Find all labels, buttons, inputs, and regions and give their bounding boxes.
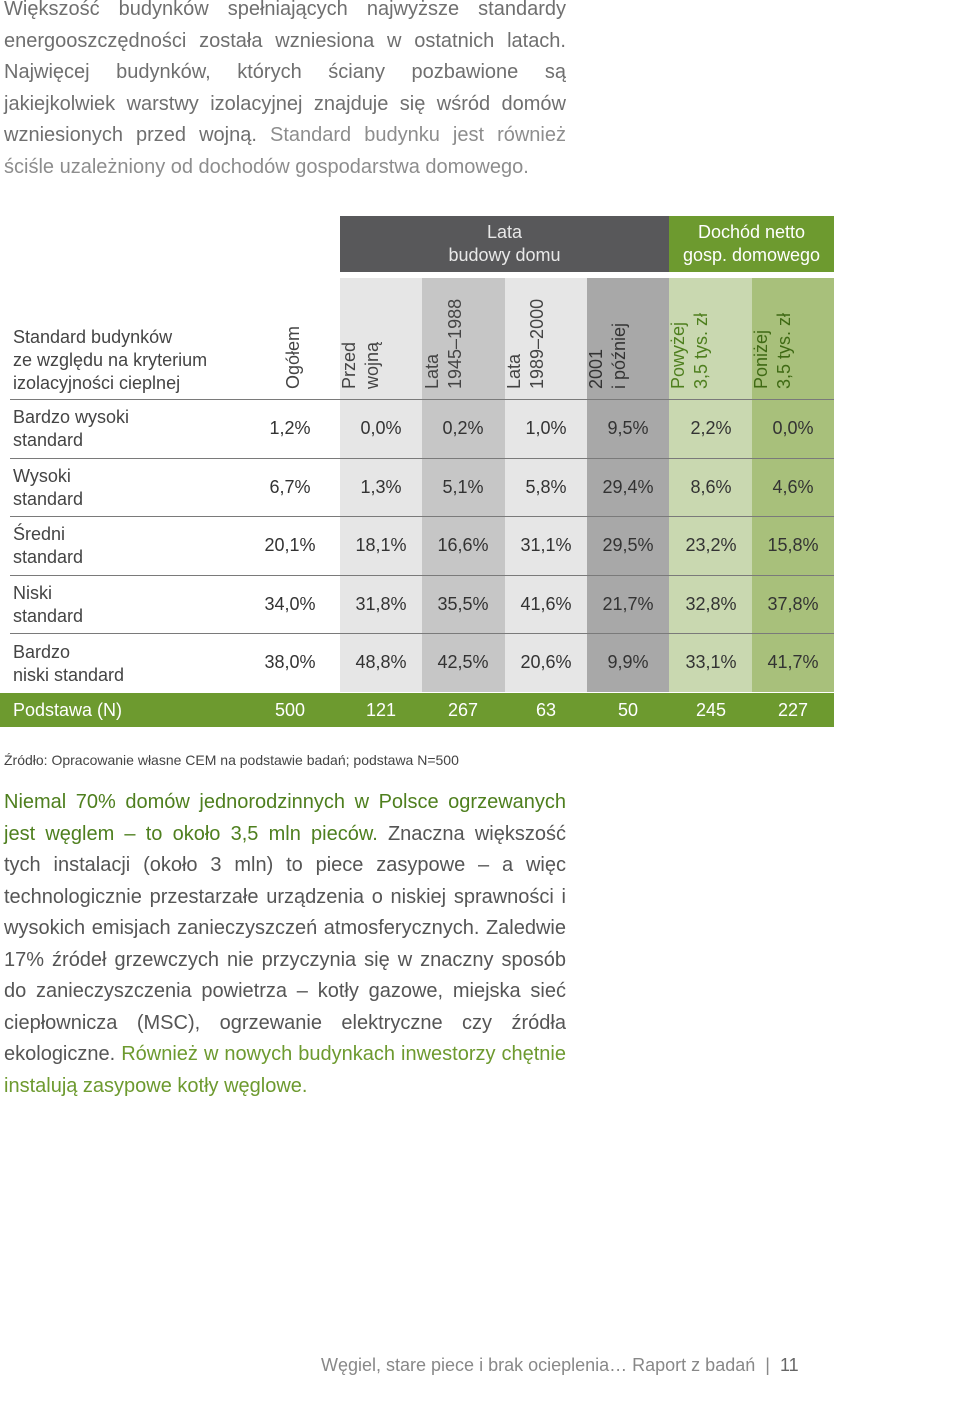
column-header-line: i później xyxy=(609,322,629,389)
column-header-powyzej xyxy=(667,313,713,389)
table-cell: 6,7% xyxy=(269,477,311,497)
table-cell: 42,5% xyxy=(437,652,489,672)
row-label-line: niski standard xyxy=(13,665,125,685)
column-header-ponizej xyxy=(750,313,796,389)
table-cell: 31,8% xyxy=(355,594,407,614)
row-separator xyxy=(10,399,834,400)
intro-text: Większość budynków spełniających najwyższe standardy energooszczędności została wzniesiona w ostatnich latach. Najwięcej budynków, których ściany pozbawione są jakiejkolwiek warstwy izolacyjnej znajduje się wśród domów wzniesionych przed wojną. xyxy=(4,0,566,146)
intro-paragraph xyxy=(4,0,566,183)
table-cell: 48,8% xyxy=(355,652,407,672)
column-header-line: 1945–1988 xyxy=(445,298,465,389)
table-cell: 15,8% xyxy=(767,535,819,555)
row-label xyxy=(13,406,129,452)
table-cell: 33,1% xyxy=(685,652,737,672)
table-cell: 18,1% xyxy=(355,535,407,555)
column-header-line: Ogółem xyxy=(283,325,303,389)
column-header-line: wojną xyxy=(362,341,382,389)
base-label: Podstawa (N) xyxy=(13,700,123,720)
table-cell: 37,8% xyxy=(767,594,819,614)
base-cell: 227 xyxy=(777,700,809,720)
column-header-1989-2000 xyxy=(503,299,549,389)
row-separator xyxy=(10,633,834,634)
body-main: Znaczna większość tych instalacji (około 3 mln) to piece zasypowe – a więc technologicznie przestarzałe urządzenia o niskiej sprawności i wysokich emisjach zanieczyszczeń atmosferycznych. Zaledwie 17% źródeł grzewczych nie przyczynia się w znaczny sposób do zanieczyszczenia powietrza – kotły gazowe, miejska sieć ciepłownicza (MSC), ogrzewanie elektryczne czy źródła ekologiczne. xyxy=(4,822,566,1065)
body-paragraph xyxy=(4,787,566,1102)
footer-divider: | xyxy=(760,1355,775,1375)
column-header-line: 3,5 tys. zł xyxy=(691,312,711,389)
table-cell: 0,0% xyxy=(772,418,814,438)
base-cell: 267 xyxy=(447,700,479,720)
table-cell: 1,0% xyxy=(525,418,567,438)
table-cell: 34,0% xyxy=(264,594,316,614)
table-cell: 5,8% xyxy=(525,477,567,497)
row-separator xyxy=(10,516,834,517)
row-label xyxy=(13,465,83,511)
base-cell: 245 xyxy=(695,700,727,720)
row-separator xyxy=(10,458,834,459)
group-header-income xyxy=(669,216,834,272)
column-header-1945-1988 xyxy=(421,299,467,389)
table-cell: 41,7% xyxy=(767,652,819,672)
table-cell: 31,1% xyxy=(520,535,572,555)
table-cell: 38,0% xyxy=(264,652,316,672)
column-header-line: Poniżej xyxy=(751,329,771,389)
criterion-line1: Standard budynków xyxy=(13,327,173,347)
footer-title: Węgiel, stare piece i brak ocieplenia… Raport z badań xyxy=(321,1355,756,1375)
table-cell: 1,2% xyxy=(269,418,311,438)
group-years-line2: budowy domu xyxy=(448,245,561,265)
row-label-line: Wysoki xyxy=(13,466,71,486)
table-cell: 9,5% xyxy=(607,418,649,438)
body-tail: Również w nowych budynkach inwestorzy chętnie instalują zasypowe kotły węglowe. xyxy=(4,1043,566,1097)
row-label-line: standard xyxy=(13,430,84,450)
table-cell: 21,7% xyxy=(602,594,654,614)
column-header-line: 1989–2000 xyxy=(527,298,547,389)
column-header-line: Powyżej xyxy=(668,321,688,389)
group-income-line2: gosp. domowego xyxy=(682,245,821,265)
row-label-line: Bardzo xyxy=(13,642,71,662)
page-number: 11 xyxy=(779,1355,799,1375)
row-label-line: Średni xyxy=(13,524,66,544)
row-label-line: Bardzo wysoki xyxy=(13,407,130,427)
row-label-line: Niski xyxy=(13,583,52,603)
intro-highlight: Standard budynku jest również ściśle uzależniony od dochodów gospodarstwa domowego. xyxy=(4,124,566,178)
table-cell: 0,2% xyxy=(442,418,484,438)
table-cell: 35,5% xyxy=(437,594,489,614)
row-label-line: standard xyxy=(13,547,84,567)
column-header-line: Przed xyxy=(339,341,359,389)
table-cell: 32,8% xyxy=(685,594,737,614)
base-cell: 50 xyxy=(617,700,639,720)
criterion-line3: izolacyjności cieplnej xyxy=(13,373,181,393)
table-cell: 2,2% xyxy=(690,418,732,438)
column-header-line: 3,5 tys. zł xyxy=(774,312,794,389)
body-lead: Niemal 70% domów jednorodzinnych w Polsce ogrzewanych jest węglem – to około 3,5 mln pieców. xyxy=(4,791,566,845)
table-cell: 1,3% xyxy=(360,477,402,497)
base-cell: 121 xyxy=(365,700,397,720)
table-cell: 0,0% xyxy=(360,418,402,438)
table-cell: 20,1% xyxy=(264,535,316,555)
table-cell: 5,1% xyxy=(442,477,484,497)
column-header-line: Lata xyxy=(422,353,442,389)
table-cell: 9,9% xyxy=(607,652,649,672)
row-label xyxy=(13,523,83,569)
table-cell: 23,2% xyxy=(685,535,737,555)
table-cell: 4,6% xyxy=(772,477,814,497)
column-header-line: 2001 xyxy=(586,348,606,389)
table-cell: 16,6% xyxy=(437,535,489,555)
base-cell: 63 xyxy=(535,700,557,720)
table-cell: 29,4% xyxy=(602,477,654,497)
row-label xyxy=(13,582,83,628)
base-cell: 500 xyxy=(274,700,306,720)
table-cell: 29,5% xyxy=(602,535,654,555)
row-separator xyxy=(10,575,834,576)
column-header-2001 xyxy=(585,323,631,389)
column-header-przed-wojna xyxy=(338,342,384,389)
group-income-line1: Dochód netto xyxy=(697,222,806,242)
criterion-line2: ze względu na kryterium xyxy=(13,350,208,370)
table-cell: 20,6% xyxy=(520,652,572,672)
row-label xyxy=(13,641,124,687)
column-header-line: Lata xyxy=(504,353,524,389)
source-note: Źródło: Opracowanie własne CEM na podstawie badań; podstawa N=500 xyxy=(4,752,459,768)
table-cell: 41,6% xyxy=(520,594,572,614)
criterion-header xyxy=(13,326,207,395)
column-header-ogolem xyxy=(282,326,305,389)
group-years-line1: Lata xyxy=(486,222,523,242)
table-cell: 8,6% xyxy=(690,477,732,497)
row-label-line: standard xyxy=(13,606,84,626)
page-footer xyxy=(321,1355,799,1376)
group-header-years xyxy=(340,216,669,272)
row-label-line: standard xyxy=(13,489,84,509)
